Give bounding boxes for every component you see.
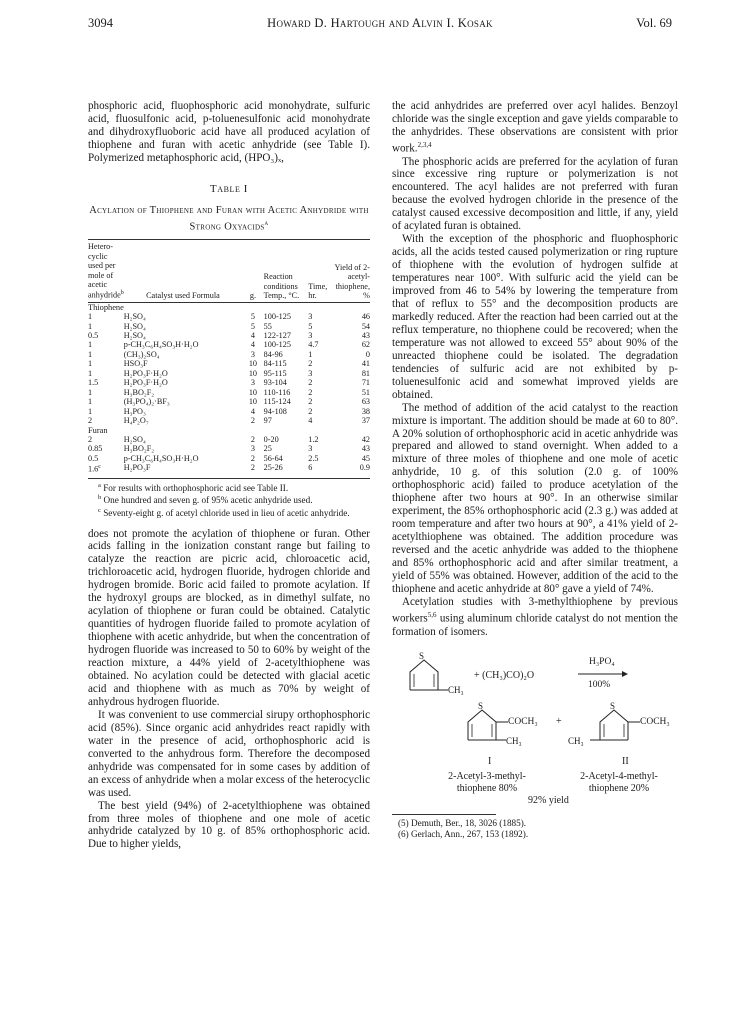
paragraph: Acetylation studies with 3-methylthiophene by previous workers$^{5,6}$ using aluminum chloride catalyst do not mention the formation of isomers. xyxy=(392,595,678,638)
right-column xyxy=(392,100,678,838)
table-cell: 55 xyxy=(263,321,272,331)
footnote-b: $^b$ One hundred and seven g. of 95% acetic anhydride used. xyxy=(98,494,313,506)
paragraph: The method of addition of the acid catalyst to the reaction mixture is important. The addition should be made at 60 to 80°. A 20% solution of orthophosphoric acid in acetic anhydride was prepared and allowed to stand overnight. When added to a mixture of three moles of thiophene and one mole of acetic anhydride, 10 g. of this solution (2.0 g. of 100% orthophosphoric acid) failed to produce acetylation of the thiophene after two hours at 90°. In an otherwise similar experiment, the 85% orthophosphoric acid (2.3 g.) was added at room temperature and after two hours at 90°, a 41% yield of 2-acetylthiophene was obtained. The addition procedure was reversed and the acetic anhydride was added to the thiophene and 85% orthophosphoric acid and after similar treatment, a yield of 55% was obtained. However, addition of the acid to the thiophene and acetic anhydride at 80° gave a yield of 74%. xyxy=(392,401,678,595)
table-header-row xyxy=(88,240,370,302)
table-cell: 93-104 xyxy=(263,378,287,388)
table-row xyxy=(88,322,370,331)
table-cell: 62 xyxy=(361,340,370,350)
table-cell: 4.7 xyxy=(308,340,319,350)
table-cell: 51 xyxy=(361,387,370,397)
table-cell: 38 xyxy=(361,406,370,416)
table-caption: Table I xyxy=(210,182,248,195)
table-cell: 110-116 xyxy=(263,387,291,397)
table-cell: 42 xyxy=(361,435,370,445)
table-cell: H₂SO₄ xyxy=(123,435,146,445)
compound-name-ii: 2-Acetyl-4-methyl-thiophene 20% xyxy=(580,771,658,794)
acetyl-label: COCH₃ xyxy=(640,717,670,728)
sulfur-label: S xyxy=(610,701,616,712)
table-cell: 0 xyxy=(365,349,370,359)
table-cell: 25 xyxy=(263,444,272,454)
table-cell: H₃BO₂F₂ xyxy=(123,387,155,397)
table-cell: (CH₃)₂SO₄ xyxy=(123,349,160,359)
table-cell: H₂PO₃F·H₂O xyxy=(123,378,168,388)
table-cell: 4 xyxy=(250,406,255,416)
table-cell: (H₃PO₄)₂·BF₃ xyxy=(123,397,170,407)
table-cell: H₂SO₄ xyxy=(123,321,146,331)
table-cell: 63 xyxy=(361,397,370,407)
table-cell: 3 xyxy=(250,378,255,388)
table-cell: 1 xyxy=(88,387,93,397)
table-row xyxy=(88,435,370,444)
compound-number-i: I xyxy=(488,756,492,768)
page-number: 3094 xyxy=(88,16,113,30)
paragraph: the acid anhydrides are preferred over acyl halides. Benzoyl chloride was the single exception and gave yields comparable to the anhydrides. These observations are consistent with prior work.$^{2,3,4}$ xyxy=(392,100,678,155)
table-cell: 56-64 xyxy=(263,453,283,463)
table-cell: 1.2 xyxy=(308,435,319,445)
table-cell: 43 xyxy=(361,331,370,341)
table-cell: H₃BO₂F₂ xyxy=(123,444,155,454)
table-row xyxy=(88,407,370,416)
table-cell: 41 xyxy=(361,359,370,369)
running-title: Howard D. Hartough and Alvin I. Kosak xyxy=(267,16,493,30)
reaction-scheme xyxy=(392,648,678,838)
group-label: Thiophene xyxy=(88,302,124,312)
table-cell: 2 xyxy=(308,359,313,369)
methyl-label: CH₃ xyxy=(448,685,464,696)
table-row xyxy=(88,454,370,463)
table-cell: 2 xyxy=(308,387,313,397)
table-row xyxy=(88,312,370,321)
table-cell: 4 xyxy=(250,331,255,341)
table-row xyxy=(88,340,370,349)
column-header: Hetero-cyclic used per mole of acetic anhydride$^b$ xyxy=(88,240,124,302)
compound-name-i: 2-Acetyl-3-methyl-thiophene 80% xyxy=(448,771,526,794)
thiophene-ring-icon xyxy=(396,650,456,700)
column-header: Catalyst used Formula xyxy=(124,240,242,302)
volume-label: Vol. 69 xyxy=(636,16,672,30)
column-header: Time, hr. xyxy=(308,240,332,302)
table-cell: H₂SO₄ xyxy=(123,312,146,322)
catalyst-percent: 100% xyxy=(588,680,611,691)
table-cell: 10 xyxy=(248,397,257,407)
paragraph: With the exception of the phosphoric and fluophosphoric acids, all the acids tested caused polymerization or ring rupture of thiophene with the evolution of hydrogen sulfide at temperatures near 100°. With sulfuric acid the yield can be improved from 46 to 54% by lowering the temperature from that of reflux to 55° and the decomposition products are markedly reduced. After the reaction had been carried out at the reflux temperature, no thiophene could be recovered; when the temperature was not allowed to exceed 55° about 90% of the unreacted thiophene could be isolated. The degradation tendencies of sulfuric acid are not exhibited by p-toluenesulfonic acid and somewhat improved yields are obtained. xyxy=(392,233,678,401)
table-row xyxy=(88,463,370,474)
reaction-arrow-icon xyxy=(578,670,628,678)
table-cell: 3 xyxy=(308,312,313,322)
table-cell: HSO₃F xyxy=(123,359,148,369)
table-cell: p-CH₃C₆H₄SO₃H·H₂O xyxy=(123,340,199,350)
table-cell: 95-115 xyxy=(263,368,287,378)
table-cell: 100-125 xyxy=(263,340,291,350)
table-row xyxy=(88,397,370,406)
table-cell: 2 xyxy=(88,435,93,445)
footnote-a: $^a$ For results with orthophosphoric acid see Table II. xyxy=(98,481,289,493)
table-cell: 3 xyxy=(308,368,313,378)
table-cell: 3 xyxy=(250,349,255,359)
table-row xyxy=(88,359,370,368)
paragraph: It was convenient to use commercial sirupy orthophosphoric acid (85%). Since organic acid anhydrides react rapidly with water in the presence of acid, orthophosphoric acid is converted to the anhydrous form. Therefore the decomposed anhydride was compensated for in some cases by addition of an excess of anhydride when a molar excess of the heterocyclic was used. xyxy=(88,708,370,799)
compound-number-ii: II xyxy=(622,756,629,768)
table-cell: 54 xyxy=(361,321,370,331)
table-cell: 81 xyxy=(361,368,370,378)
reference-item: (6) Gerlach, Ann., 267, 153 (1892). xyxy=(398,829,529,840)
table-row xyxy=(88,350,370,359)
table-row xyxy=(88,416,370,425)
table-title: Acylation of Thiophene and Furan with Acetic Anhydride with Strong Oxyacids$^a$ xyxy=(89,204,369,233)
table-cell: 6 xyxy=(308,463,313,473)
methyl-label: CH₃ xyxy=(506,736,522,747)
paragraph: phosphoric acid, fluophosphoric acid monohydrate, sulfuric acid, fluosulfonic acid, p-toluenesulfonic acid monohydrate and dihydroxyfluoboric acid have all produced acylation of thiophene and furan with acetic anhydride (see Table I). Polymerized metaphosphoric acid, (HPO₃)ₓ, xyxy=(88,100,370,164)
catalyst-text: H₃PO₄ xyxy=(589,657,615,668)
paragraph: The best yield (94%) of 2-acetylthiophene was obtained from three moles of thiophene and one mole of acetic anhydride catalyzed by 10 g. of 85% orthophosphoric acid. Due to higher yields, xyxy=(88,799,370,851)
table-row xyxy=(88,378,370,387)
table-row xyxy=(88,388,370,397)
running-header xyxy=(88,16,672,32)
reference-item: (5) Demuth, Ber., 18, 3026 (1885). xyxy=(398,818,527,829)
table-cell: 2 xyxy=(250,463,255,473)
table-cell: 3 xyxy=(308,331,313,341)
sulfur-label: S xyxy=(419,651,425,662)
footnote-c: $^c$ Seventy-eight g. of acetyl chloride used in lieu of acetic anhydride. xyxy=(98,506,350,518)
table-cell: 1 xyxy=(88,349,93,359)
table-cell: 5 xyxy=(250,321,255,331)
column-header: g. xyxy=(242,240,264,302)
table-group-row xyxy=(88,302,370,312)
table-cell: 1 xyxy=(88,340,93,350)
table-cell: H₄P₂O₇ xyxy=(123,416,149,426)
table-body xyxy=(88,302,370,474)
table-row xyxy=(88,369,370,378)
table-cell: 4 xyxy=(250,340,255,350)
table-cell: 2.5 xyxy=(308,453,319,463)
table-cell: 5 xyxy=(250,312,255,322)
table-cell: 0.85 xyxy=(88,444,103,454)
table-cell: 1.6$^c$ xyxy=(88,464,101,475)
table-cell: 122-127 xyxy=(263,331,291,341)
total-yield: 92% yield xyxy=(528,795,569,807)
table-cell: 1.5 xyxy=(88,378,99,388)
table-cell: 10 xyxy=(248,359,257,369)
table-cell: H₂PO₃F·H₂O xyxy=(123,368,168,378)
table-cell: 97 xyxy=(263,416,272,426)
table-cell: 2 xyxy=(308,406,313,416)
table-cell: 1 xyxy=(88,312,93,322)
table-cell: 45 xyxy=(361,453,370,463)
table-row xyxy=(88,444,370,453)
sulfur-label: S xyxy=(478,701,484,712)
table-cell: 0-20 xyxy=(263,435,279,445)
table-cell: 94-108 xyxy=(263,406,287,416)
table-cell: 84-96 xyxy=(263,349,283,359)
table-cell: 2 xyxy=(308,378,313,388)
methyl-label: CH₃ xyxy=(568,736,584,747)
table-cell: 71 xyxy=(361,378,370,388)
paragraph: does not promote the acylation of thiophene or furan. Other acids falling in the ionization constant range but failing to catalyze the reaction are picric acid, chloroacetic acid, trichloroacetic acid, hydrogen fluoride, hydrogen chloride and hydrogen bromide. Boric acid failed to promote acylation. If the hydroxyl groups are blocked, as in dimethyl sulfate, no acylation of thiophene or furan could be obtained. Catalytic quantities of hydrogen fluoride failed to promote acylation of thiophene with acetic anhydride, but when the concentration of hydrogen fluoride was increased to 50 to 60% by weight of the reaction mixture, a 44% yield of 2-acetylthiophene was obtained. No acylation could be detected with glacial acetic acid and thiophene with as much as 70% by weight of anhydrous hydrogen fluoride. xyxy=(88,527,370,708)
table-group-row xyxy=(88,426,370,435)
table-cell: 1 xyxy=(308,349,313,359)
table-cell: 37 xyxy=(361,416,370,426)
table-cell: 0.5 xyxy=(88,331,99,341)
table-cell: p-CH₃C₆H₄SO₃H·H₂O xyxy=(123,453,199,463)
left-column xyxy=(88,100,370,851)
reagent-text: + (CH₃)CO)₂O xyxy=(474,670,535,682)
plus-sign: + xyxy=(556,716,562,728)
table-cell: 10 xyxy=(248,387,257,397)
table-cell: 115-124 xyxy=(263,397,291,407)
table-cell: 0.9 xyxy=(359,463,370,473)
table-cell: 10 xyxy=(248,368,257,378)
table-cell: 43 xyxy=(361,444,370,454)
table-row xyxy=(88,331,370,340)
table-cell: 1 xyxy=(88,368,93,378)
table-cell: 84-115 xyxy=(263,359,287,369)
table-cell: 2 xyxy=(250,435,255,445)
column-header: Reaction conditions Temp., °C. xyxy=(264,240,309,302)
table-cell: 1 xyxy=(88,397,93,407)
table-cell: 5 xyxy=(308,321,313,331)
references xyxy=(392,814,678,840)
acetyl-label: COCH₃ xyxy=(508,717,538,728)
table-cell: 2 xyxy=(88,416,93,426)
table-cell: 46 xyxy=(361,312,370,322)
column-header: Yield of 2-acetyl-thiophene, % xyxy=(332,240,370,302)
table-cell: 1 xyxy=(88,406,93,416)
table-cell: 0.5 xyxy=(88,453,99,463)
table-cell: 25-26 xyxy=(263,463,283,473)
results-table xyxy=(88,239,370,474)
table-cell: 3 xyxy=(308,444,313,454)
table-cell: 3 xyxy=(250,444,255,454)
table-footnotes xyxy=(88,478,370,519)
table-cell: 100-125 xyxy=(263,312,291,322)
group-label: Furan xyxy=(88,425,108,435)
paragraph: The phosphoric acids are preferred for the acylation of furan since excessive ring rupture or polymerization is not encountered. The acyl halides are not preferred with furan because the evolved hydrogen chloride in the presence of the catalyst caused excessive decomposition and little, if any, yield of acylated furan is obtained. xyxy=(392,155,678,233)
table-cell: 2 xyxy=(308,397,313,407)
table-cell: 4 xyxy=(308,416,313,426)
table-cell: 2 xyxy=(250,416,255,426)
table-cell: H₂SO₄ xyxy=(123,331,146,341)
table-cell: H₂PO₃F xyxy=(123,463,151,473)
table-cell: 2 xyxy=(250,453,255,463)
table-cell: H₃PO₃ xyxy=(123,406,146,416)
table-cell: 1 xyxy=(88,321,93,331)
table-cell: 1 xyxy=(88,359,93,369)
